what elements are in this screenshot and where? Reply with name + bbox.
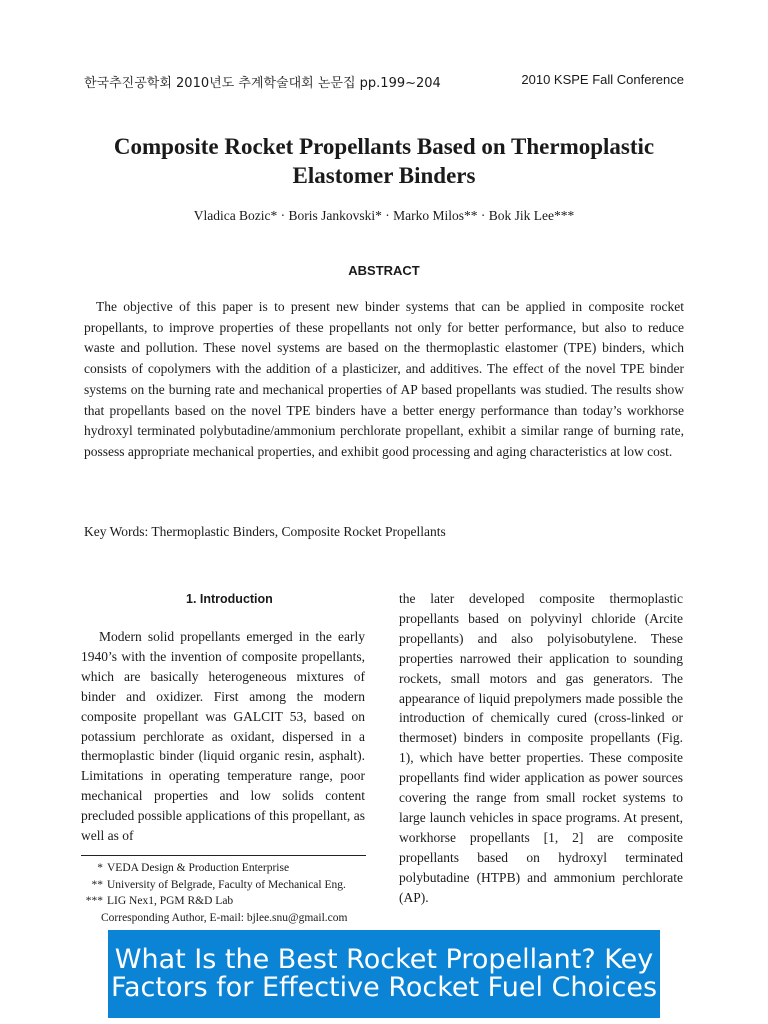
intro-left-column: Modern solid propellants emerged in the early 1940’s with the invention of composite propellants, which are basically heterogeneous mixtures of binder and oxidizer. First among the modern composite propellant was GALCIT 53, based on potassium perchlorate as oxidant, dispersed in a thermoplastic binder (liquid organic resin, asphalt). Limitations in operating temperature range, poor mechanical properties and low solids content precluded possible applications of this propellant, as well as of bbox=[81, 629, 365, 844]
footnote-text: Corresponding Author, E-mail: bjlee.snu@gmail.com bbox=[101, 911, 348, 924]
footnote-text: VEDA Design & Production Enterprise bbox=[107, 862, 290, 874]
footnote-item bbox=[81, 910, 381, 927]
banner-title[interactable]: What Is the Best Rocket Propellant? Key Factors for Effective Rocket Fuel Choices bbox=[110, 944, 658, 1003]
footnote-mark: * bbox=[97, 862, 103, 874]
article-title-banner[interactable] bbox=[108, 930, 660, 1018]
paper-title bbox=[60, 132, 708, 190]
footnote-divider bbox=[81, 855, 366, 856]
section-heading-introduction: 1. Introduction bbox=[186, 592, 273, 606]
intro-right-column: the later developed composite thermoplastic propellants based on polyvinyl chloride (Arcite propellants) and also polyisobutylene. These properties narrowed their application to sounding rockets, small motors and gas generators. The appearance of liquid prepolymers made possible the introduction of chemically cured (cross-linked or thermoset) binders in composite propellants (Fig. 1), which have better properties. These composite propellants find wider application as power sources covering the range from small rocket systems to large launch vehicles in space programs. At present, workhorse propellants [1, 2] are composite propellants based on hydroxyl terminated polybutadine (HTPB) and ammonium perchlorate (AP). bbox=[399, 591, 683, 905]
running-header-left: 한국추진공학회 2010년도 추계학술대회 논문집 pp.199~204 bbox=[84, 76, 441, 91]
title-line-2: Elastomer Binders bbox=[292, 163, 476, 188]
abstract-text: The objective of this paper is to present new binder systems that can be applied in composite rocket propellants, to improve properties of these propellants not only for better performance, but also to reduce waste and pollution. These novel systems are based on the thermoplastic elastomer (TPE) binders, which consists of copolymers with the addition of a plasticizer, and additives. The effect of the novel TPE binder systems on the burning rate and mechanical properties of AP based propellants was studied. The results show that propellants based on the novel TPE binders have a better energy performance than today’s workhorse hydroxyl terminated polybutadine/ammonium perchlorate propellant, exhibit a similar range of burning rate, possess appropriate mechanical properties, and exhibit good processing and aging characteristics at low cost. bbox=[84, 299, 684, 459]
footnotes bbox=[81, 860, 381, 926]
footnote-item bbox=[81, 860, 381, 877]
footnote-mark: ** bbox=[91, 878, 103, 891]
author-list: Vladica Bozic* · Boris Jankovski* · Marko Milos** · Bok Jik Lee*** bbox=[193, 208, 575, 223]
footnote-mark: *** bbox=[85, 895, 103, 907]
abstract-heading: ABSTRACT bbox=[348, 263, 420, 278]
footnote-item bbox=[81, 877, 381, 894]
footnote-text: University of Belgrade, Faculty of Mechanical Eng. bbox=[107, 878, 346, 891]
keywords: Key Words: Thermoplastic Binders, Composite Rocket Propellants bbox=[84, 524, 446, 539]
footnote-item bbox=[81, 893, 381, 910]
running-header-right: 2010 KSPE Fall Conference bbox=[521, 72, 684, 87]
title-line-1: Composite Rocket Propellants Based on Thermoplastic bbox=[113, 134, 655, 159]
footnote-text: LIG Nex1, PGM R&D Lab bbox=[107, 895, 234, 907]
